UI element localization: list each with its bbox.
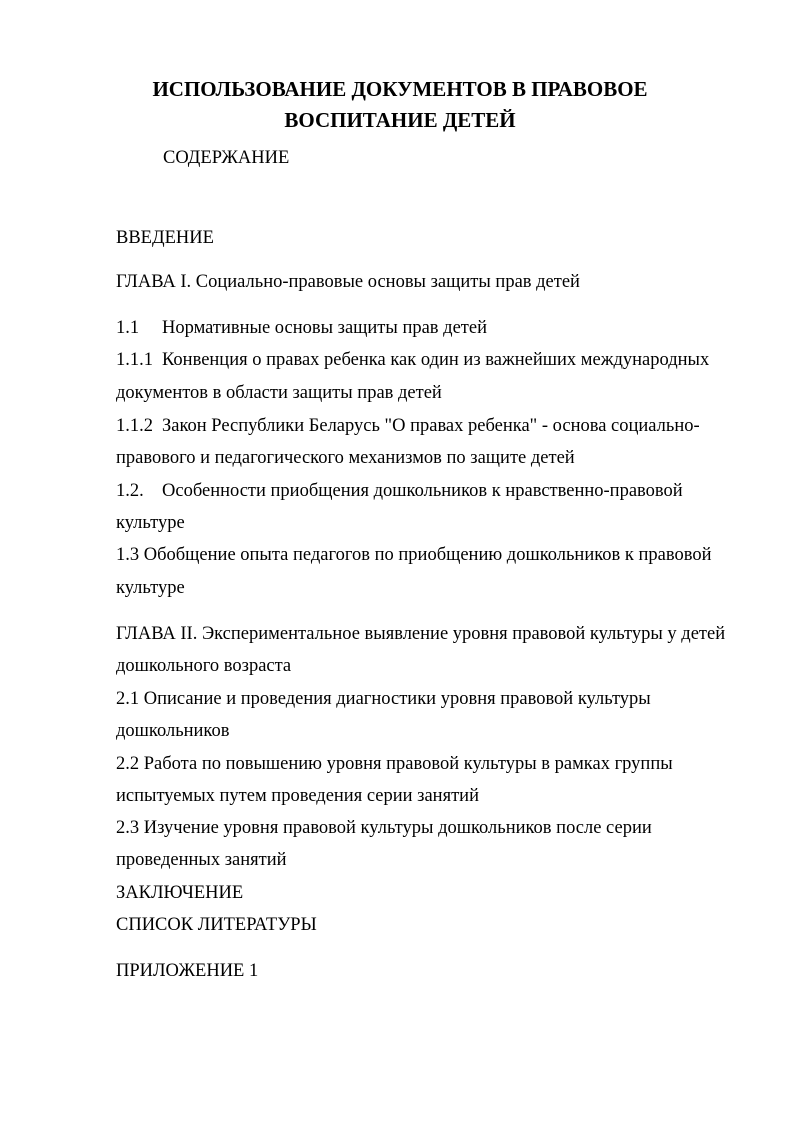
title-line: ВОСПИТАНИЕ ДЕТЕЙ bbox=[284, 108, 516, 132]
toc-number: 1.1 bbox=[116, 318, 140, 338]
toc-entry-1-1-1 bbox=[116, 349, 709, 371]
toc-number: 1.2. bbox=[116, 481, 144, 501]
contents-heading: СОДЕРЖАНИЕ bbox=[163, 148, 290, 168]
toc-entry-chapter2-cont: дошкольного возраста bbox=[116, 656, 292, 676]
toc-entry-intro: ВВЕДЕНИЕ bbox=[116, 228, 214, 248]
toc-entry-2-2-cont: испытуемых путем проведения серии занятий bbox=[116, 786, 479, 806]
toc-entry-appendix: ПРИЛОЖЕНИЕ 1 bbox=[116, 961, 259, 981]
toc-entry-references: СПИСОК ЛИТЕРАТУРЫ bbox=[116, 915, 317, 935]
toc-number: 1.1.2 bbox=[116, 416, 153, 436]
toc-entry-1-1-1-cont: документов в области защиты прав детей bbox=[116, 383, 442, 403]
toc-entry-2-1-cont: дошкольников bbox=[116, 721, 230, 741]
toc-text: Особенности приобщения дошкольников к нравственно-правовой bbox=[162, 481, 683, 501]
toc-text: Конвенция о правах ребенка как один из важнейших международных bbox=[162, 350, 710, 370]
toc-entry-1-3-cont: культуре bbox=[116, 578, 185, 598]
title-line: ИСПОЛЬЗОВАНИЕ ДОКУМЕНТОВ В ПРАВОВОЕ bbox=[152, 77, 648, 101]
toc-entry-1-1-2 bbox=[116, 415, 700, 437]
toc-entry-1-2-cont: культуре bbox=[116, 513, 185, 533]
toc-entry-chapter1: ГЛАВА I. Социально-правовые основы защиты прав детей bbox=[116, 272, 580, 292]
toc-entry-1-1 bbox=[116, 317, 487, 339]
toc-entry-2-1: 2.1 Описание и проведения диагностики уровня правовой культуры bbox=[116, 689, 651, 709]
toc-text: Закон Республики Беларусь "О правах ребенка" - основа социально- bbox=[162, 416, 700, 436]
toc-entry-1-3: 1.3 Обобщение опыта педагогов по приобщению дошкольников к правовой bbox=[116, 545, 712, 565]
toc-entry-2-3-cont: проведенных занятий bbox=[116, 850, 287, 870]
toc-entry-1-1-2-cont: правового и педагогического механизмов по защите детей bbox=[116, 448, 575, 468]
toc-number: 1.1.1 bbox=[116, 350, 153, 370]
toc-entry-conclusion: ЗАКЛЮЧЕНИЕ bbox=[116, 883, 244, 903]
toc-entry-2-3: 2.3 Изучение уровня правовой культуры дошкольников после серии bbox=[116, 818, 652, 838]
toc-text: Нормативные основы защиты прав детей bbox=[162, 318, 487, 338]
document-title bbox=[0, 74, 800, 136]
toc-entry-2-2: 2.2 Работа по повышению уровня правовой культуры в рамках группы bbox=[116, 754, 673, 774]
toc-entry-chapter2: ГЛАВА II. Экспериментальное выявление уровня правовой культуры у детей bbox=[116, 624, 726, 644]
toc-entry-1-2 bbox=[116, 480, 683, 502]
